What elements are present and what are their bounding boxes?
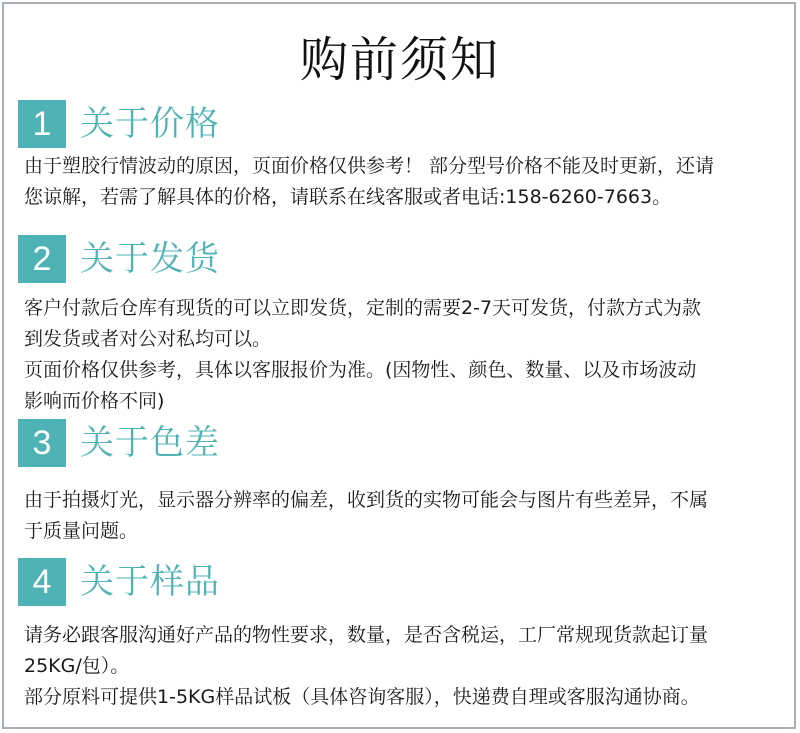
section-number: 4 (18, 558, 66, 606)
section-number: 3 (18, 419, 66, 467)
section-title: 关于价格 (80, 104, 220, 144)
section-header-price (18, 98, 220, 150)
section-header-shipping (18, 233, 220, 285)
text-line: 影响而价格不同) (24, 390, 165, 412)
section-body-color (24, 485, 784, 547)
section-title: 关于发货 (80, 239, 220, 279)
text-line: 页面价格仅供参考，具体以客服报价为准。(因物性、颜色、数量、以及市场波动 (24, 359, 697, 381)
section-title: 关于色差 (80, 423, 220, 463)
section-title: 关于样品 (80, 562, 220, 602)
section-number: 2 (18, 235, 66, 283)
section-number: 1 (18, 100, 66, 148)
text-line: 请务必跟客服沟通好产品的物性要求，数量，是否含税运，工厂常规现货款起订量 (24, 624, 709, 646)
page-title: 购前须知 (299, 32, 500, 88)
section-body-price (24, 151, 784, 213)
text-line: 由于塑胶行情波动的原因，页面价格仅供参考！ 部分型号价格不能及时更新，还请 (24, 155, 715, 177)
text-line: 到发货或者对公对私均可以。 (24, 328, 272, 350)
text-line: 于质量问题。 (24, 520, 139, 542)
text-line: 25KG/包）。 (24, 655, 130, 677)
section-header-sample (18, 556, 220, 608)
text-line: 部分原料可提供1-5KG样品试板（具体咨询客服），快递费自理或客服沟通协商。 (24, 686, 700, 708)
section-body-sample (24, 620, 784, 713)
section-header-color (18, 417, 220, 469)
text-line: 您谅解，若需了解具体的价格，请联系在线客服或者电话:158-6260-7663。 (24, 186, 672, 208)
section-body-shipping (24, 293, 784, 417)
text-line: 由于拍摄灯光，显示器分辨率的偏差，收到货的实物可能会与图片有些差异，不属 (24, 489, 709, 511)
text-line: 客户付款后仓库有现货的可以立即发货，定制的需要2-7天可发货，付款方式为款 (24, 297, 702, 319)
